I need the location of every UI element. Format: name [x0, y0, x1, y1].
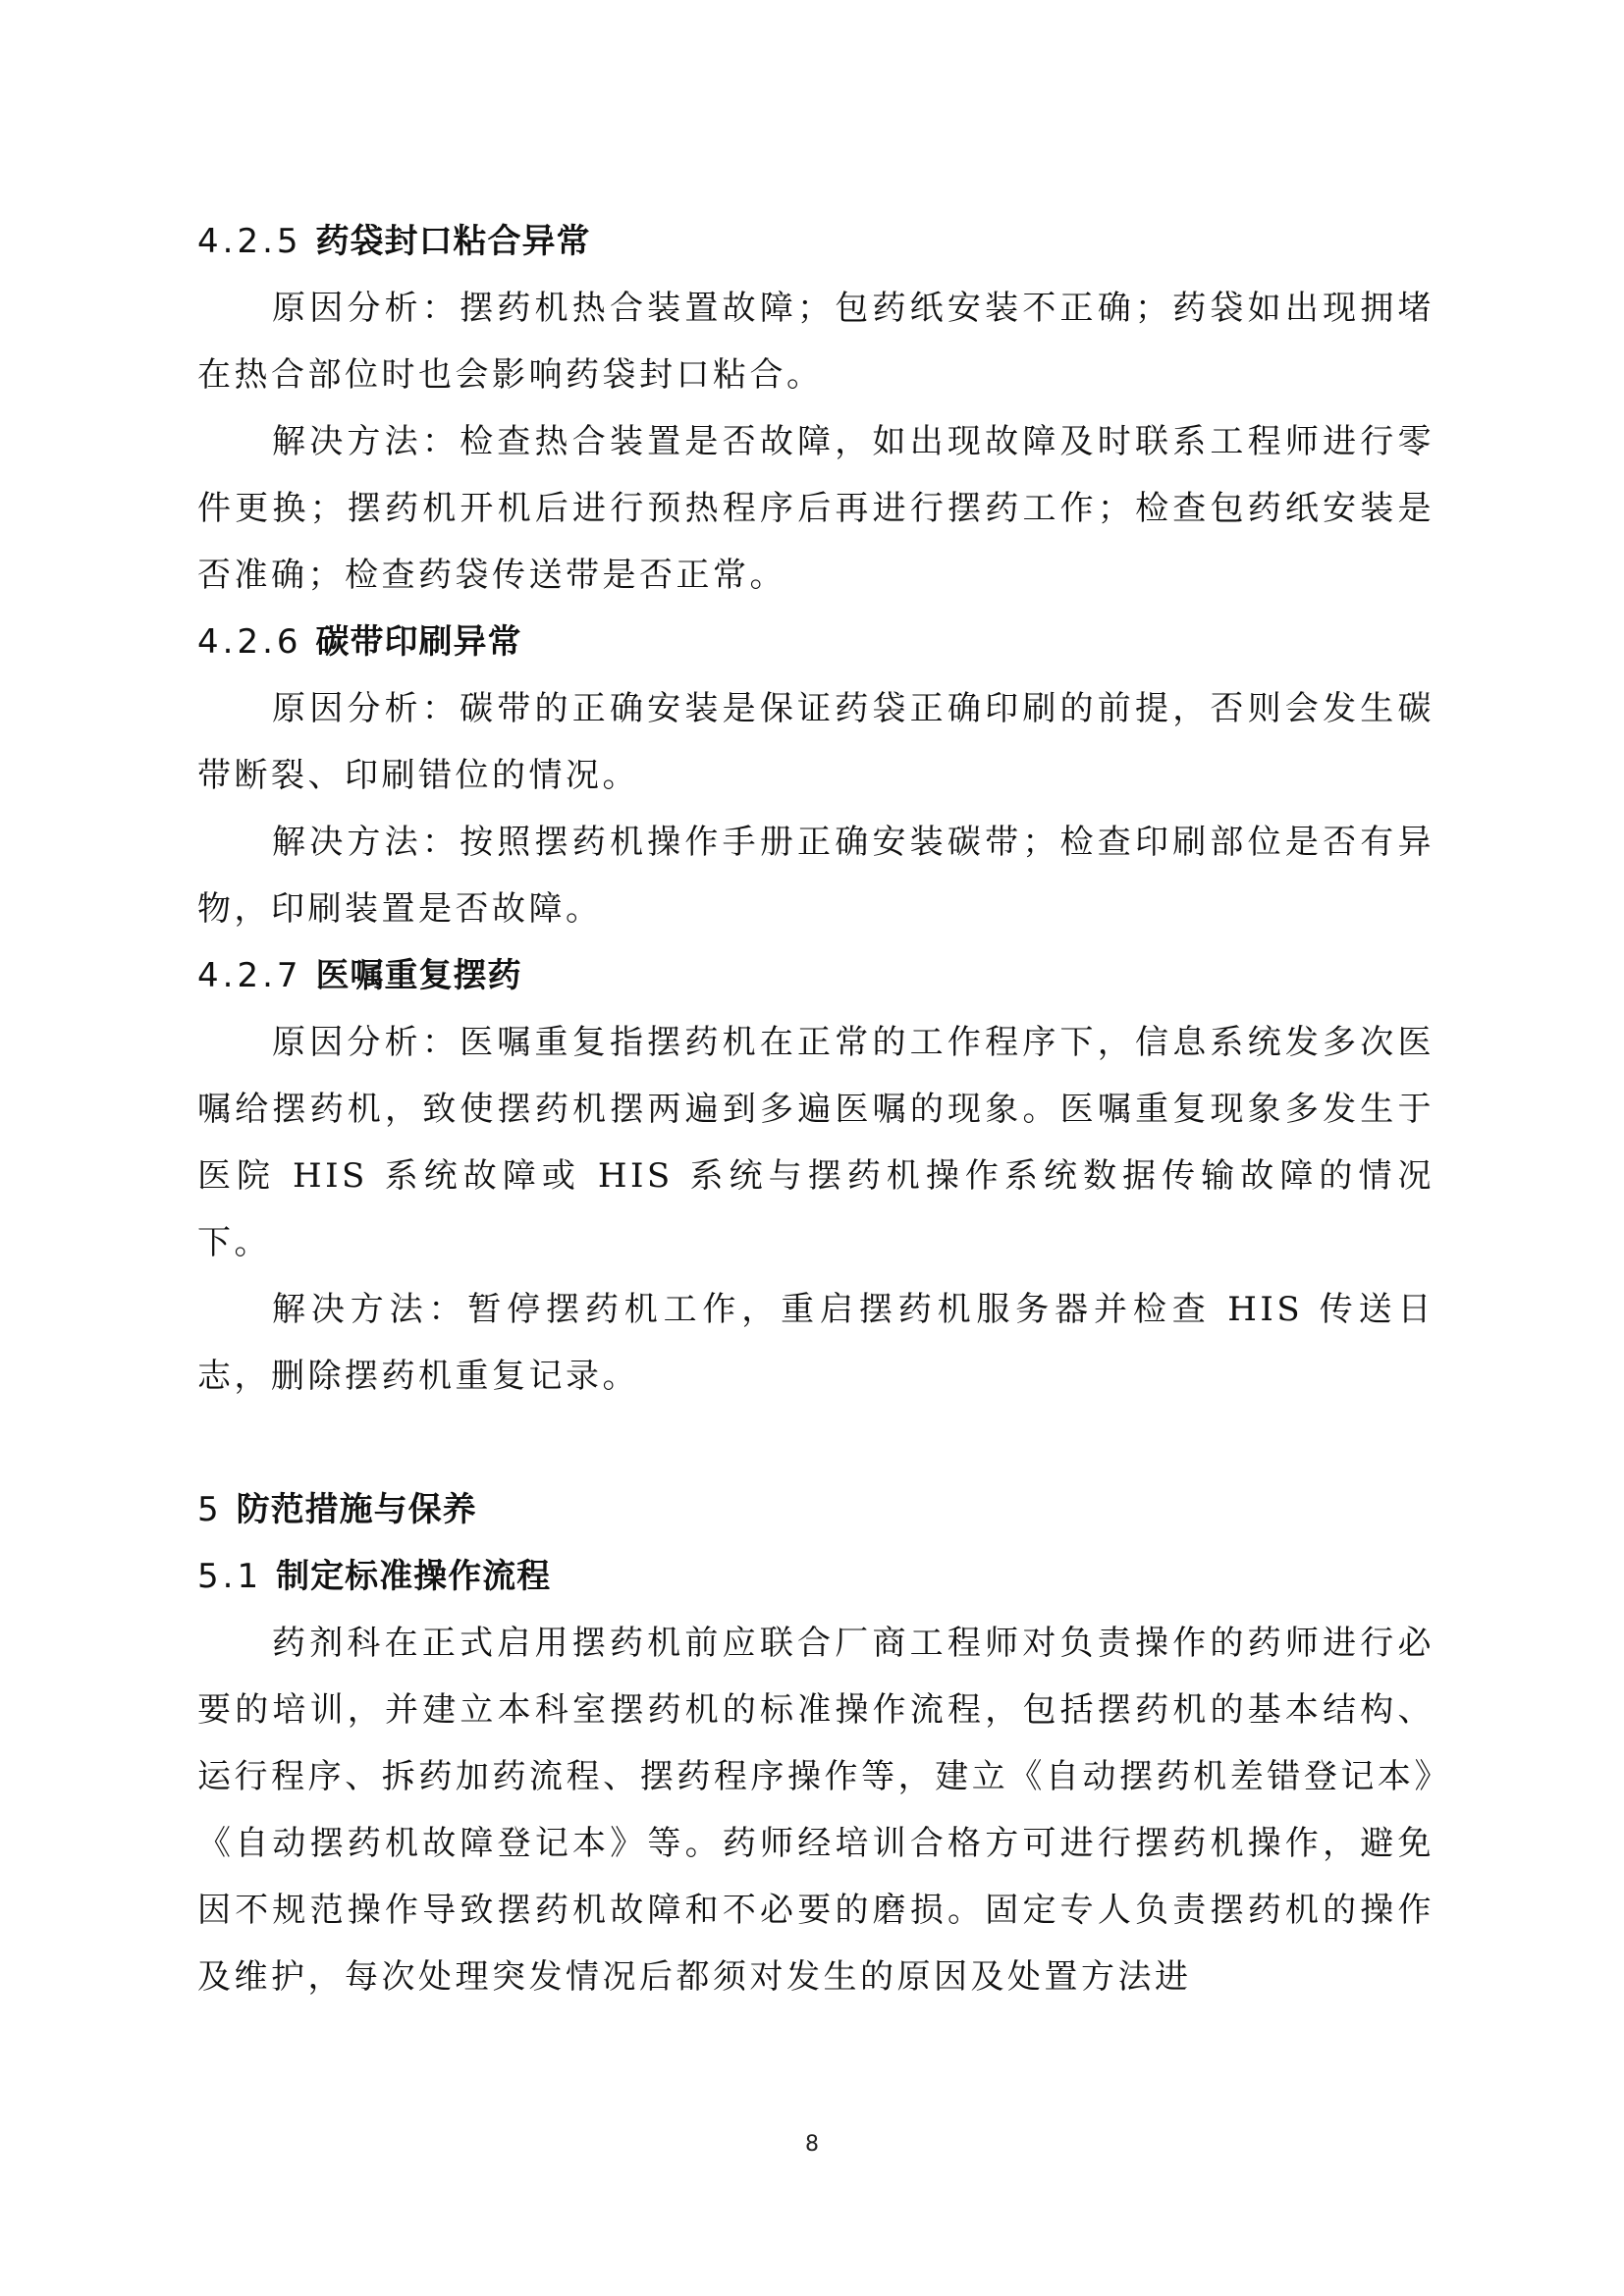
section-title: 医嘱重复摆药: [315, 956, 522, 995]
chapter-heading-5: [197, 1476, 1435, 1543]
page-number: 8: [805, 2132, 819, 2157]
section-heading-4-2-5: [197, 208, 1435, 275]
chapter-title: 防范措施与保养: [236, 1490, 477, 1529]
section-number: 4.2.5: [197, 222, 302, 261]
page-body: [197, 208, 1435, 2010]
paragraph-solution: 解决方法：暂停摆药机工作，重启摆药机服务器并检查 HIS 传送日志，删除摆药机重复记录。: [197, 1290, 1435, 1396]
paragraph-solution: 解决方法：检查热合装置是否故障，如出现故障及时联系工程师进行零件更换；摆药机开机后进行预热程序后再进行摆药工作；检查包药纸安装是否准确；检查药袋传送带是否正常。: [197, 422, 1435, 595]
section-heading-5-1: [197, 1543, 1435, 1610]
paragraph-cause-analysis: 原因分析：医嘱重复指摆药机在正常的工作程序下，信息系统发多次医嘱给摆药机，致使摆药机摆两遍到多遍医嘱的现象。医嘱重复现象多发生于医院 HIS 系统故障或 HIS 系统与摆药机操作系统数据传输故障的情况下。: [197, 1023, 1435, 1262]
section-title: 碳带印刷异常: [315, 622, 522, 662]
section-gap: [197, 1410, 1435, 1476]
section-number: 5.1: [197, 1557, 263, 1596]
paragraph-cause-analysis: 原因分析：摆药机热合装置故障；包药纸安装不正确；药袋如出现拥堵在热合部位时也会影响药袋封口粘合。: [197, 289, 1435, 395]
section-number: 4.2.7: [197, 956, 302, 995]
section-heading-4-2-6: [197, 609, 1435, 675]
paragraph-body: 药剂科在正式启用摆药机前应联合厂商工程师对负责操作的药师进行必要的培训，并建立本科室摆药机的标准操作流程，包括摆药机的基本结构、运行程序、拆药加药流程、摆药程序操作等，建立《自动摆药机差错登记本》《自动摆药机故障登记本》等。药师经培训合格方可进行摆药机操作，避免因不规范操作导致摆药机故障和不必要的磨损。固定专人负责摆药机的操作及维护，每次处理突发情况后都须对发生的原因及处置方法进: [197, 1624, 1435, 1997]
section-title: 制定标准操作流程: [276, 1557, 552, 1596]
chapter-number: 5: [197, 1490, 223, 1529]
section-number: 4.2.6: [197, 622, 302, 662]
paragraph-cause-analysis: 原因分析：碳带的正确安装是保证药袋正确印刷的前提，否则会发生碳带断裂、印刷错位的情况。: [197, 689, 1435, 795]
section-heading-4-2-7: [197, 942, 1435, 1009]
section-title: 药袋封口粘合异常: [315, 222, 591, 261]
paragraph-solution: 解决方法：按照摆药机操作手册正确安装碳带；检查印刷部位是否有异物，印刷装置是否故障。: [197, 823, 1435, 929]
